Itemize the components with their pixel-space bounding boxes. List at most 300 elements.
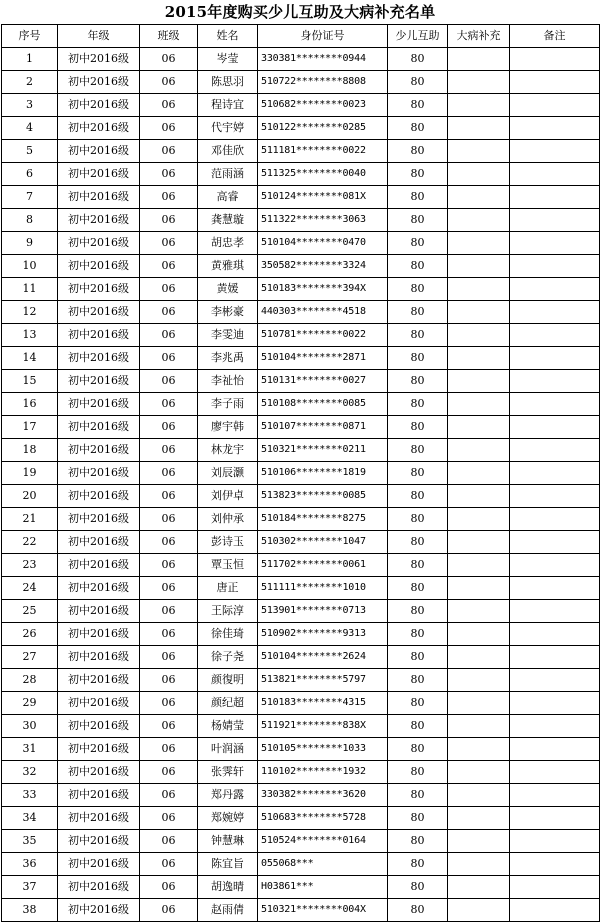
cell-remark bbox=[510, 554, 600, 577]
cell-seq: 5 bbox=[2, 140, 58, 163]
table-row bbox=[2, 646, 600, 669]
cell-class: 06 bbox=[140, 48, 198, 71]
cell-id-number: 511111********1010 bbox=[258, 577, 388, 600]
cell-seq: 21 bbox=[2, 508, 58, 531]
cell-id-number: 510183********4315 bbox=[258, 692, 388, 715]
cell-seq: 7 bbox=[2, 186, 58, 209]
cell-grade: 初中2016级 bbox=[58, 807, 140, 830]
cell-seq: 20 bbox=[2, 485, 58, 508]
cell-seq: 22 bbox=[2, 531, 58, 554]
table-row bbox=[2, 370, 600, 393]
cell-name: 陈思羽 bbox=[198, 71, 258, 94]
cell-illness bbox=[448, 163, 510, 186]
cell-class: 06 bbox=[140, 278, 198, 301]
cell-remark bbox=[510, 462, 600, 485]
cell-seq: 30 bbox=[2, 715, 58, 738]
cell-grade: 初中2016级 bbox=[58, 715, 140, 738]
cell-remark bbox=[510, 853, 600, 876]
header-id: 身份证号 bbox=[258, 25, 388, 48]
cell-child-aid: 80 bbox=[388, 209, 448, 232]
cell-name: 岑莹 bbox=[198, 48, 258, 71]
cell-name: 李雯迪 bbox=[198, 324, 258, 347]
table-row bbox=[2, 807, 600, 830]
cell-illness bbox=[448, 94, 510, 117]
header-seq: 序号 bbox=[2, 25, 58, 48]
table-row bbox=[2, 715, 600, 738]
cell-illness bbox=[448, 531, 510, 554]
cell-grade: 初中2016级 bbox=[58, 370, 140, 393]
cell-name: 覃玉恒 bbox=[198, 554, 258, 577]
cell-remark bbox=[510, 393, 600, 416]
cell-id-number: 513901********0713 bbox=[258, 600, 388, 623]
cell-illness bbox=[448, 899, 510, 922]
cell-class: 06 bbox=[140, 876, 198, 899]
cell-name: 刘伊卓 bbox=[198, 485, 258, 508]
cell-class: 06 bbox=[140, 600, 198, 623]
cell-grade: 初中2016级 bbox=[58, 393, 140, 416]
cell-child-aid: 80 bbox=[388, 140, 448, 163]
cell-illness bbox=[448, 255, 510, 278]
cell-illness bbox=[448, 738, 510, 761]
cell-grade: 初中2016级 bbox=[58, 117, 140, 140]
cell-child-aid: 80 bbox=[388, 738, 448, 761]
cell-remark bbox=[510, 784, 600, 807]
cell-illness bbox=[448, 577, 510, 600]
table-row bbox=[2, 140, 600, 163]
cell-class: 06 bbox=[140, 485, 198, 508]
cell-child-aid: 80 bbox=[388, 623, 448, 646]
cell-remark bbox=[510, 324, 600, 347]
header-name: 姓名 bbox=[198, 25, 258, 48]
cell-remark bbox=[510, 876, 600, 899]
cell-grade: 初中2016级 bbox=[58, 186, 140, 209]
cell-illness bbox=[448, 439, 510, 462]
cell-illness bbox=[448, 416, 510, 439]
cell-illness bbox=[448, 462, 510, 485]
cell-illness bbox=[448, 232, 510, 255]
cell-illness bbox=[448, 485, 510, 508]
cell-remark bbox=[510, 94, 600, 117]
table-row bbox=[2, 853, 600, 876]
cell-grade: 初中2016级 bbox=[58, 600, 140, 623]
cell-remark bbox=[510, 899, 600, 922]
cell-id-number: 510722********8808 bbox=[258, 71, 388, 94]
cell-child-aid: 80 bbox=[388, 324, 448, 347]
cell-class: 06 bbox=[140, 784, 198, 807]
cell-class: 06 bbox=[140, 531, 198, 554]
cell-id-number: 511322********3063 bbox=[258, 209, 388, 232]
table-row bbox=[2, 301, 600, 324]
cell-grade: 初中2016级 bbox=[58, 738, 140, 761]
cell-seq: 37 bbox=[2, 876, 58, 899]
cell-seq: 26 bbox=[2, 623, 58, 646]
cell-id-number: 510183********394X bbox=[258, 278, 388, 301]
cell-class: 06 bbox=[140, 163, 198, 186]
cell-name: 郑婉婷 bbox=[198, 807, 258, 830]
table-row bbox=[2, 186, 600, 209]
cell-child-aid: 80 bbox=[388, 876, 448, 899]
cell-illness bbox=[448, 784, 510, 807]
cell-name: 张霁轩 bbox=[198, 761, 258, 784]
cell-remark bbox=[510, 48, 600, 71]
cell-child-aid: 80 bbox=[388, 784, 448, 807]
cell-id-number: 510108********0085 bbox=[258, 393, 388, 416]
cell-id-number: 510321********0211 bbox=[258, 439, 388, 462]
cell-remark bbox=[510, 807, 600, 830]
table-row bbox=[2, 669, 600, 692]
cell-seq: 34 bbox=[2, 807, 58, 830]
cell-remark bbox=[510, 485, 600, 508]
cell-remark bbox=[510, 761, 600, 784]
cell-remark bbox=[510, 140, 600, 163]
cell-illness bbox=[448, 761, 510, 784]
cell-child-aid: 80 bbox=[388, 554, 448, 577]
cell-id-number: 511921********838X bbox=[258, 715, 388, 738]
cell-seq: 6 bbox=[2, 163, 58, 186]
cell-class: 06 bbox=[140, 186, 198, 209]
cell-remark bbox=[510, 508, 600, 531]
cell-illness bbox=[448, 117, 510, 140]
cell-id-number: 510104********2624 bbox=[258, 646, 388, 669]
cell-grade: 初中2016级 bbox=[58, 508, 140, 531]
cell-id-number: 350582********3324 bbox=[258, 255, 388, 278]
cell-class: 06 bbox=[140, 715, 198, 738]
cell-id-number: 510106********1819 bbox=[258, 462, 388, 485]
table-row bbox=[2, 623, 600, 646]
cell-illness bbox=[448, 876, 510, 899]
cell-grade: 初中2016级 bbox=[58, 232, 140, 255]
cell-grade: 初中2016级 bbox=[58, 140, 140, 163]
cell-illness bbox=[448, 692, 510, 715]
cell-class: 06 bbox=[140, 71, 198, 94]
cell-seq: 24 bbox=[2, 577, 58, 600]
cell-remark bbox=[510, 669, 600, 692]
cell-child-aid: 80 bbox=[388, 393, 448, 416]
cell-name: 邓佳欣 bbox=[198, 140, 258, 163]
table-row bbox=[2, 761, 600, 784]
cell-class: 06 bbox=[140, 807, 198, 830]
cell-name: 颜纪超 bbox=[198, 692, 258, 715]
cell-id-number: 110102********1932 bbox=[258, 761, 388, 784]
cell-grade: 初中2016级 bbox=[58, 692, 140, 715]
cell-id-number: 511325********0040 bbox=[258, 163, 388, 186]
cell-id-number: 510302********1047 bbox=[258, 531, 388, 554]
cell-seq: 18 bbox=[2, 439, 58, 462]
cell-child-aid: 80 bbox=[388, 899, 448, 922]
cell-illness bbox=[448, 830, 510, 853]
cell-class: 06 bbox=[140, 416, 198, 439]
cell-grade: 初中2016级 bbox=[58, 163, 140, 186]
cell-id-number: 510321********004X bbox=[258, 899, 388, 922]
cell-remark bbox=[510, 715, 600, 738]
cell-grade: 初中2016级 bbox=[58, 48, 140, 71]
cell-name: 刘辰灏 bbox=[198, 462, 258, 485]
cell-class: 06 bbox=[140, 646, 198, 669]
cell-name: 代宇婷 bbox=[198, 117, 258, 140]
cell-seq: 16 bbox=[2, 393, 58, 416]
cell-child-aid: 80 bbox=[388, 669, 448, 692]
cell-remark bbox=[510, 439, 600, 462]
cell-child-aid: 80 bbox=[388, 255, 448, 278]
cell-child-aid: 80 bbox=[388, 347, 448, 370]
cell-remark bbox=[510, 830, 600, 853]
cell-class: 06 bbox=[140, 370, 198, 393]
cell-remark bbox=[510, 301, 600, 324]
cell-illness bbox=[448, 623, 510, 646]
cell-id-number: 510682********0023 bbox=[258, 94, 388, 117]
cell-grade: 初中2016级 bbox=[58, 554, 140, 577]
table-row bbox=[2, 876, 600, 899]
table-row bbox=[2, 255, 600, 278]
cell-seq: 2 bbox=[2, 71, 58, 94]
cell-id-number: 511702********0061 bbox=[258, 554, 388, 577]
cell-name: 徐子尧 bbox=[198, 646, 258, 669]
cell-name: 廖宇韩 bbox=[198, 416, 258, 439]
cell-name: 黄媛 bbox=[198, 278, 258, 301]
cell-class: 06 bbox=[140, 853, 198, 876]
cell-illness bbox=[448, 807, 510, 830]
cell-child-aid: 80 bbox=[388, 232, 448, 255]
cell-illness bbox=[448, 209, 510, 232]
cell-seq: 25 bbox=[2, 600, 58, 623]
header-child-aid: 少儿互助 bbox=[388, 25, 448, 48]
cell-child-aid: 80 bbox=[388, 48, 448, 71]
cell-grade: 初中2016级 bbox=[58, 347, 140, 370]
cell-seq: 27 bbox=[2, 646, 58, 669]
cell-id-number: 510122********0285 bbox=[258, 117, 388, 140]
cell-child-aid: 80 bbox=[388, 807, 448, 830]
cell-grade: 初中2016级 bbox=[58, 531, 140, 554]
table-row bbox=[2, 416, 600, 439]
cell-child-aid: 80 bbox=[388, 186, 448, 209]
cell-name: 李祉怡 bbox=[198, 370, 258, 393]
cell-id-number: 510107********0871 bbox=[258, 416, 388, 439]
cell-grade: 初中2016级 bbox=[58, 876, 140, 899]
cell-name: 胡忠孝 bbox=[198, 232, 258, 255]
cell-illness bbox=[448, 508, 510, 531]
cell-remark bbox=[510, 278, 600, 301]
cell-seq: 13 bbox=[2, 324, 58, 347]
table-row bbox=[2, 738, 600, 761]
cell-name: 程诗宜 bbox=[198, 94, 258, 117]
cell-grade: 初中2016级 bbox=[58, 94, 140, 117]
cell-child-aid: 80 bbox=[388, 485, 448, 508]
cell-illness bbox=[448, 600, 510, 623]
cell-grade: 初中2016级 bbox=[58, 439, 140, 462]
table-row bbox=[2, 508, 600, 531]
cell-child-aid: 80 bbox=[388, 439, 448, 462]
table-row bbox=[2, 439, 600, 462]
cell-remark bbox=[510, 600, 600, 623]
cell-class: 06 bbox=[140, 692, 198, 715]
cell-seq: 31 bbox=[2, 738, 58, 761]
cell-grade: 初中2016级 bbox=[58, 255, 140, 278]
cell-seq: 29 bbox=[2, 692, 58, 715]
cell-remark bbox=[510, 209, 600, 232]
cell-remark bbox=[510, 692, 600, 715]
cell-class: 06 bbox=[140, 94, 198, 117]
cell-illness bbox=[448, 71, 510, 94]
cell-grade: 初中2016级 bbox=[58, 669, 140, 692]
cell-name: 钟慧琳 bbox=[198, 830, 258, 853]
cell-id-number: 511181********0022 bbox=[258, 140, 388, 163]
cell-seq: 23 bbox=[2, 554, 58, 577]
cell-remark bbox=[510, 117, 600, 140]
cell-name: 李彬豪 bbox=[198, 301, 258, 324]
cell-id-number: 510781********0022 bbox=[258, 324, 388, 347]
cell-seq: 4 bbox=[2, 117, 58, 140]
cell-remark bbox=[510, 370, 600, 393]
table-row bbox=[2, 48, 600, 71]
cell-id-number: H03861*** bbox=[258, 876, 388, 899]
cell-id-number: 513823********0085 bbox=[258, 485, 388, 508]
cell-class: 06 bbox=[140, 899, 198, 922]
table-row bbox=[2, 347, 600, 370]
cell-child-aid: 80 bbox=[388, 692, 448, 715]
cell-child-aid: 80 bbox=[388, 278, 448, 301]
cell-grade: 初中2016级 bbox=[58, 830, 140, 853]
cell-seq: 11 bbox=[2, 278, 58, 301]
cell-seq: 36 bbox=[2, 853, 58, 876]
cell-name: 林龙宇 bbox=[198, 439, 258, 462]
cell-class: 06 bbox=[140, 577, 198, 600]
cell-seq: 8 bbox=[2, 209, 58, 232]
cell-remark bbox=[510, 646, 600, 669]
cell-illness bbox=[448, 715, 510, 738]
cell-id-number: 055068*** bbox=[258, 853, 388, 876]
cell-remark bbox=[510, 255, 600, 278]
cell-seq: 33 bbox=[2, 784, 58, 807]
cell-illness bbox=[448, 853, 510, 876]
cell-name: 高睿 bbox=[198, 186, 258, 209]
cell-illness bbox=[448, 646, 510, 669]
cell-name: 黄雅琪 bbox=[198, 255, 258, 278]
document-title: 2015年度购买少儿互助及大病补充名单 bbox=[164, 3, 436, 21]
cell-id-number: 330381********0944 bbox=[258, 48, 388, 71]
table-row bbox=[2, 462, 600, 485]
cell-id-number: 510683********5728 bbox=[258, 807, 388, 830]
table-row bbox=[2, 554, 600, 577]
table-row bbox=[2, 324, 600, 347]
cell-grade: 初中2016级 bbox=[58, 853, 140, 876]
table-row bbox=[2, 232, 600, 255]
cell-grade: 初中2016级 bbox=[58, 485, 140, 508]
cell-class: 06 bbox=[140, 301, 198, 324]
cell-id-number: 330382********3620 bbox=[258, 784, 388, 807]
roster-table bbox=[1, 24, 600, 922]
cell-seq: 28 bbox=[2, 669, 58, 692]
cell-grade: 初中2016级 bbox=[58, 462, 140, 485]
cell-illness bbox=[448, 301, 510, 324]
cell-seq: 14 bbox=[2, 347, 58, 370]
roster-body bbox=[2, 48, 600, 922]
cell-grade: 初中2016级 bbox=[58, 209, 140, 232]
cell-illness bbox=[448, 669, 510, 692]
cell-name: 徐佳琦 bbox=[198, 623, 258, 646]
table-row bbox=[2, 71, 600, 94]
header-illness: 大病补充 bbox=[448, 25, 510, 48]
cell-id-number: 510524********0164 bbox=[258, 830, 388, 853]
cell-seq: 9 bbox=[2, 232, 58, 255]
cell-class: 06 bbox=[140, 830, 198, 853]
cell-illness bbox=[448, 324, 510, 347]
cell-class: 06 bbox=[140, 393, 198, 416]
cell-remark bbox=[510, 531, 600, 554]
cell-seq: 1 bbox=[2, 48, 58, 71]
cell-child-aid: 80 bbox=[388, 301, 448, 324]
cell-name: 胡逸晴 bbox=[198, 876, 258, 899]
cell-class: 06 bbox=[140, 669, 198, 692]
cell-id-number: 510124********081X bbox=[258, 186, 388, 209]
cell-grade: 初中2016级 bbox=[58, 324, 140, 347]
cell-remark bbox=[510, 738, 600, 761]
table-row bbox=[2, 209, 600, 232]
table-row bbox=[2, 94, 600, 117]
cell-seq: 10 bbox=[2, 255, 58, 278]
table-row bbox=[2, 784, 600, 807]
cell-grade: 初中2016级 bbox=[58, 416, 140, 439]
table-row bbox=[2, 577, 600, 600]
cell-child-aid: 80 bbox=[388, 370, 448, 393]
cell-seq: 32 bbox=[2, 761, 58, 784]
header-grade: 年级 bbox=[58, 25, 140, 48]
cell-remark bbox=[510, 163, 600, 186]
table-row bbox=[2, 531, 600, 554]
cell-class: 06 bbox=[140, 232, 198, 255]
cell-class: 06 bbox=[140, 209, 198, 232]
cell-class: 06 bbox=[140, 117, 198, 140]
cell-illness bbox=[448, 347, 510, 370]
cell-id-number: 510105********1033 bbox=[258, 738, 388, 761]
cell-grade: 初中2016级 bbox=[58, 761, 140, 784]
cell-illness bbox=[448, 554, 510, 577]
cell-child-aid: 80 bbox=[388, 600, 448, 623]
cell-remark bbox=[510, 416, 600, 439]
cell-id-number: 513821********5797 bbox=[258, 669, 388, 692]
cell-class: 06 bbox=[140, 324, 198, 347]
cell-class: 06 bbox=[140, 462, 198, 485]
cell-child-aid: 80 bbox=[388, 715, 448, 738]
cell-remark bbox=[510, 186, 600, 209]
cell-grade: 初中2016级 bbox=[58, 278, 140, 301]
header-remark: 备注 bbox=[510, 25, 600, 48]
cell-child-aid: 80 bbox=[388, 117, 448, 140]
cell-seq: 3 bbox=[2, 94, 58, 117]
cell-class: 06 bbox=[140, 508, 198, 531]
cell-grade: 初中2016级 bbox=[58, 784, 140, 807]
cell-id-number: 510104********0470 bbox=[258, 232, 388, 255]
cell-child-aid: 80 bbox=[388, 531, 448, 554]
cell-id-number: 510131********0027 bbox=[258, 370, 388, 393]
cell-id-number: 510184********8275 bbox=[258, 508, 388, 531]
cell-seq: 12 bbox=[2, 301, 58, 324]
cell-class: 06 bbox=[140, 439, 198, 462]
cell-name: 范雨涵 bbox=[198, 163, 258, 186]
roster-header bbox=[2, 25, 600, 48]
cell-child-aid: 80 bbox=[388, 94, 448, 117]
cell-illness bbox=[448, 393, 510, 416]
cell-name: 颜復明 bbox=[198, 669, 258, 692]
cell-id-number: 440303********4518 bbox=[258, 301, 388, 324]
cell-name: 杨婧莹 bbox=[198, 715, 258, 738]
cell-remark bbox=[510, 71, 600, 94]
cell-name: 彭诗玉 bbox=[198, 531, 258, 554]
cell-child-aid: 80 bbox=[388, 416, 448, 439]
table-row bbox=[2, 830, 600, 853]
cell-remark bbox=[510, 577, 600, 600]
cell-child-aid: 80 bbox=[388, 646, 448, 669]
cell-seq: 19 bbox=[2, 462, 58, 485]
